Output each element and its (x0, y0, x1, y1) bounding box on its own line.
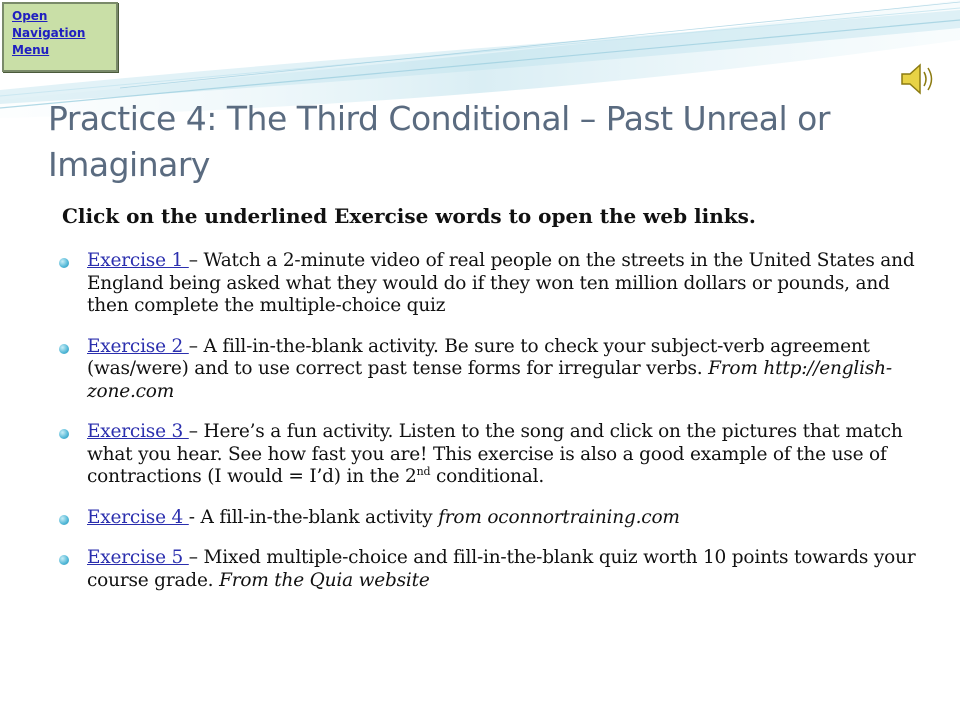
navigation-menu-link[interactable]: Open Navigation Menu (12, 9, 86, 57)
exercise-4-description: - A fill-in-the-blank activity (188, 506, 439, 528)
background-line (0, 20, 960, 108)
bullet-icon (59, 555, 69, 565)
bullet-icon (59, 258, 69, 268)
open-navigation-menu-button[interactable] (2, 2, 118, 72)
bullet-icon (59, 429, 69, 439)
exercise-5-source: From the Quia website (219, 569, 430, 591)
list-item (56, 336, 936, 404)
exercise-3-link[interactable]: Exercise 3 (87, 421, 189, 442)
instructions-text: Click on the underlined Exercise words to open the web links. (62, 204, 756, 228)
exercise-3-superscript: nd (416, 464, 431, 478)
exercise-5-description: – Mixed multiple-choice and fill-in-the-blank quiz worth 10 points towards your course grade. (87, 547, 916, 591)
list-item (56, 507, 936, 530)
list-item (56, 547, 936, 592)
exercise-1-description: – Watch a 2-minute video of real people on the streets in the United States and England being asked what they would do if they won ten million dollars or pounds, and then complete the multiple-choice quiz (87, 250, 915, 316)
exercise-3-tail: conditional. (430, 466, 544, 487)
list-item (56, 421, 936, 489)
page-title: Practice 4: The Third Conditional – Past Unreal or Imaginary (48, 99, 830, 184)
speaker-icon[interactable] (898, 62, 938, 96)
bullet-icon (59, 344, 69, 354)
bullet-icon (59, 515, 69, 525)
exercise-5-link[interactable]: Exercise 5 (87, 547, 189, 568)
exercise-4-link[interactable]: Exercise 4 (87, 506, 189, 528)
exercise-2-description: – A fill-in-the-blank activity. Be sure to check your subject-verb agreement (was/were) and to use correct past tense forms for irregular verbs. (87, 335, 870, 379)
exercise-1-link[interactable]: Exercise 1 (87, 250, 189, 271)
list-item (56, 250, 936, 318)
exercise-4-source: from oconnortraining.com (438, 506, 680, 528)
exercise-2-link[interactable]: Exercise 2 (87, 335, 189, 357)
exercise-3-description: – Here’s a fun activity. Listen to the song and click on the pictures that match what you hear. See how fast you are! This exercise is also a good example of the use of contractions (I would = I’d) in the 2 (87, 421, 903, 487)
exercise-list (56, 250, 936, 610)
exercise-2-source: From http://english-zone.com (87, 358, 892, 402)
